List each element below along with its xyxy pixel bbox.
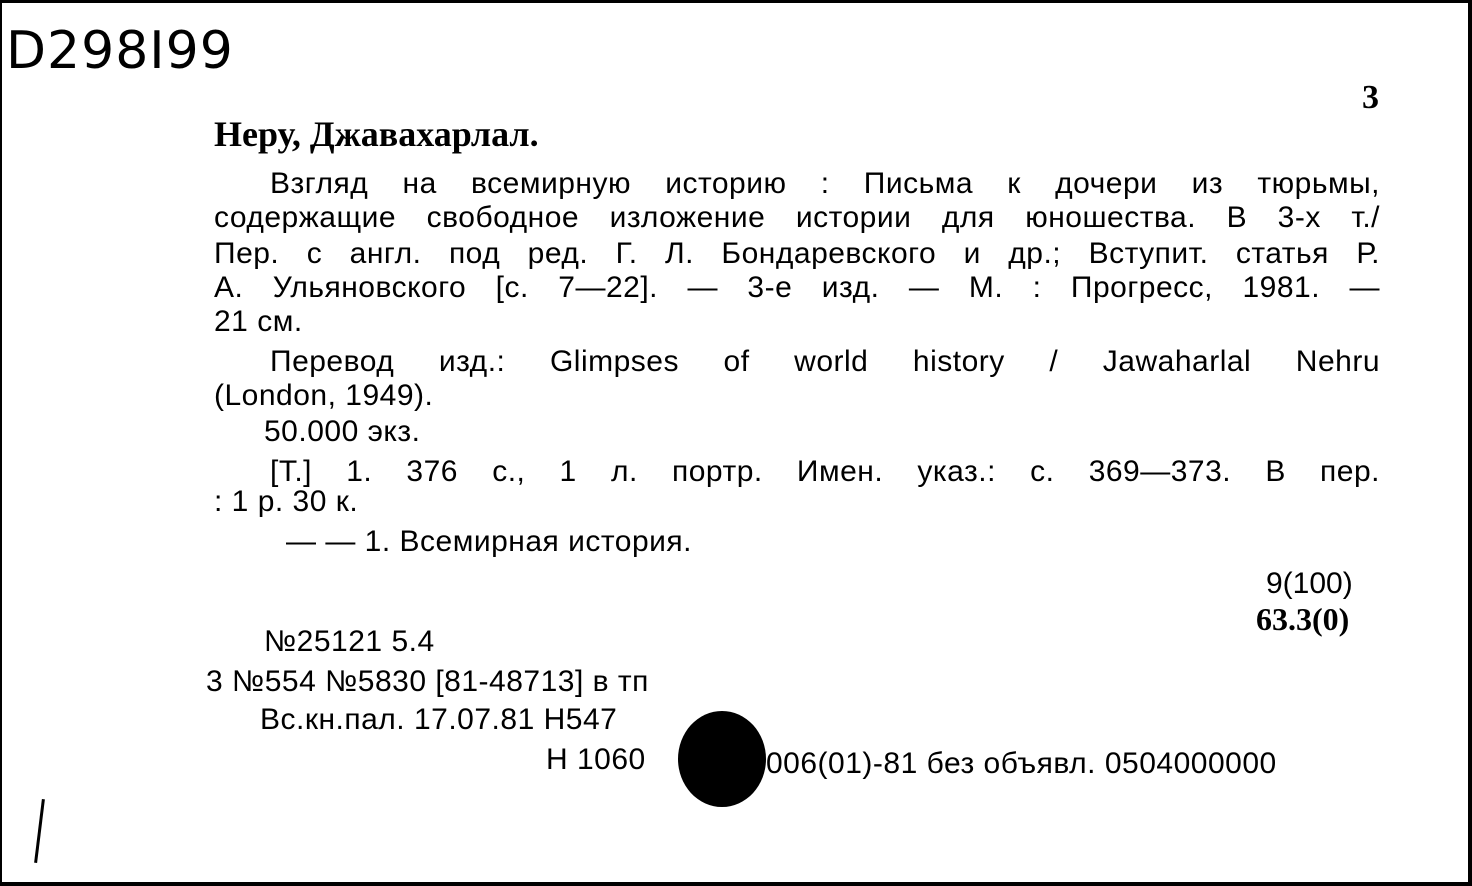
classification-index-bbk: 63.3(0) <box>1256 601 1350 637</box>
order-line: 3 №554 №5830 [81-48713] в тп <box>206 665 649 698</box>
volume-number: 3 <box>1362 79 1379 116</box>
author-heading: Неру, Джавахарлал. <box>214 114 539 154</box>
description-line: А. Ульяновского [с. 7—22]. — 3-е изд. — М. : Прогресс, 1981. — <box>214 271 1380 304</box>
volume-info: : 1 р. 30 к. <box>214 485 359 518</box>
index-code-right: 006(01)-81 без объявл. 0504000000 <box>766 747 1277 780</box>
punch-hole <box>678 711 766 807</box>
description-line: 21 см. <box>214 305 303 338</box>
description-line: Взгляд на всемирную историю : Письма к дочери из тюрьмы, <box>270 167 1380 200</box>
print-run: 50.000 экз. <box>264 415 421 448</box>
classification-index: 9(100) <box>1266 567 1353 600</box>
translation-note: Перевод изд.: Glimpses of world history / Jawaharlal Nehru <box>270 345 1380 378</box>
subject-heading: — — 1. Всемирная история. <box>286 525 692 558</box>
description-line: содержащие свободное изложение истории для юношества. В 3-х т./ <box>214 201 1380 234</box>
description-line: Пер. с англ. под ред. Г. Л. Бондаревского и др.; Вступит. статья Р. <box>214 237 1380 270</box>
volume-info: [Т.] 1. 376 с., 1 л. портр. Имен. указ.: с. 369—373. В пер. <box>270 455 1380 488</box>
record-number: №25121 5.4 <box>264 625 435 658</box>
index-code-left: Н 1060 <box>546 743 646 776</box>
translation-note: (London, 1949). <box>214 379 434 412</box>
pen-mark <box>34 799 45 863</box>
book-chamber-line: Вс.кн.пал. 17.07.81 Н547 <box>260 703 618 736</box>
call-number: D298I99 <box>6 21 234 81</box>
